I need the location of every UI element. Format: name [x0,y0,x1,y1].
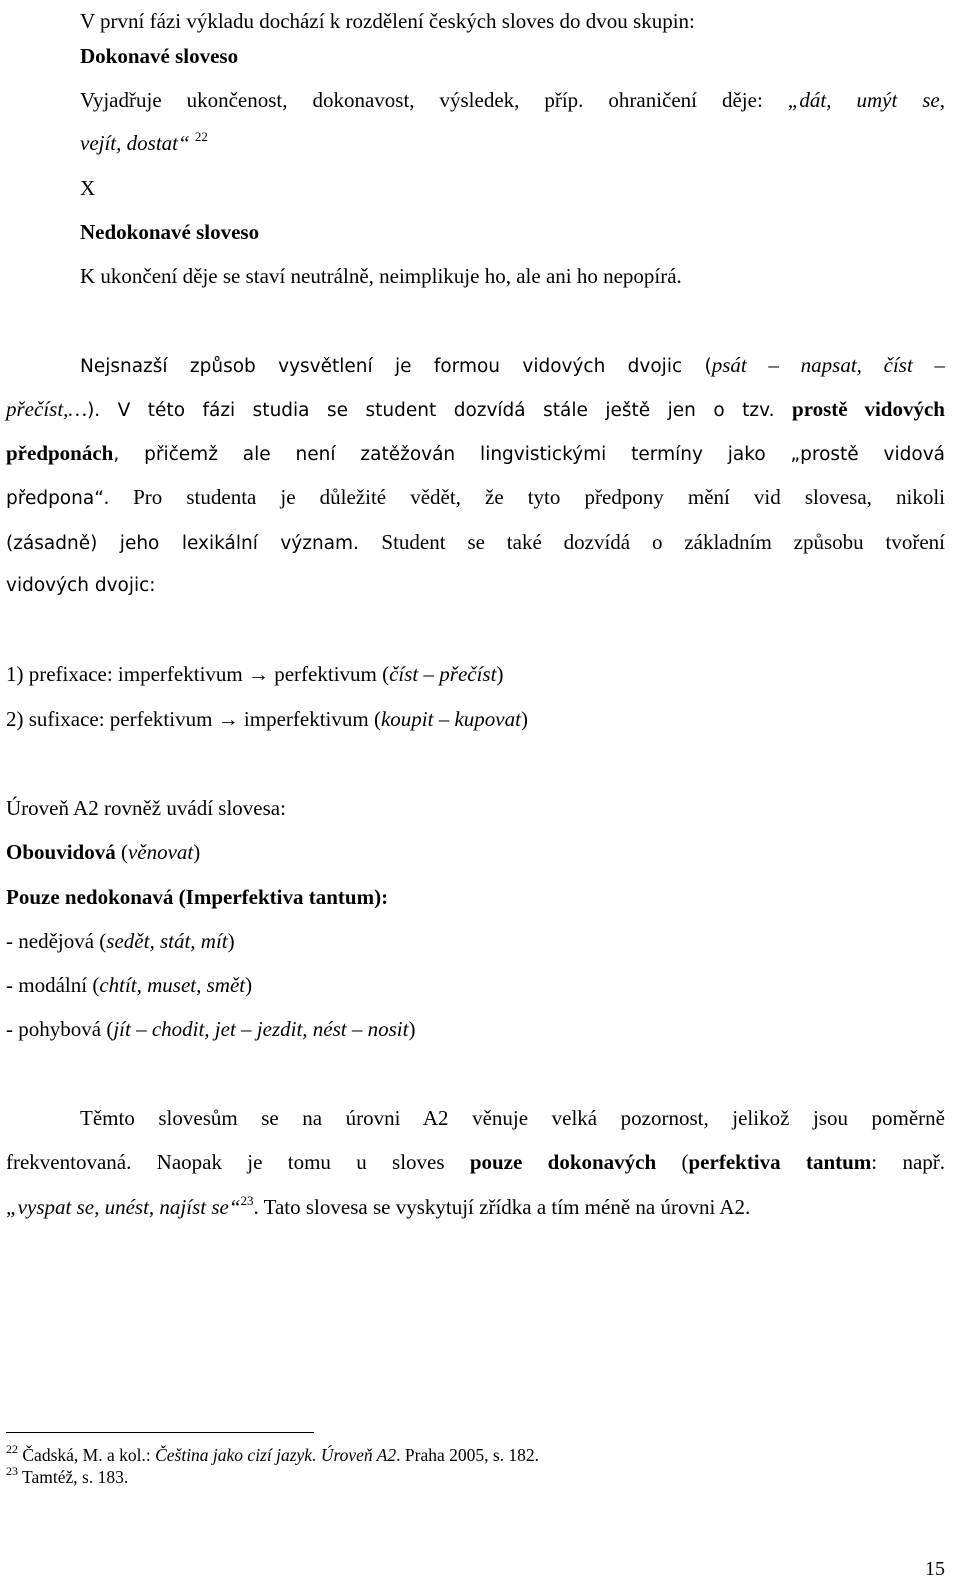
p2-l2i: přečíst,… [6,397,88,421]
a2-i2-ex: chtít, muset, smět [99,973,246,997]
footnote-22-number: 22 [6,1442,18,1456]
dokonave-heading [80,46,238,67]
nedokonave-description [80,266,682,287]
a2-i1-pre: - nedějová ( [6,929,107,953]
footnote-ref-23: 23 [240,1193,254,1208]
para2-line6 [6,577,156,596]
intro-line [80,11,695,32]
a2-item-pohybova [6,1019,415,1040]
a2-i2-post: ) [245,973,253,997]
p2-l2bold: prostě vidových [792,397,945,421]
intro-text: V první fázi výkladu dochází k rozdělení českých sloves do dvou skupin: [80,9,695,33]
para2-line3 [6,443,945,465]
a2-pouze-ned-label: Pouze nedokonavá (Imperfektiva tantum): [6,885,389,909]
list1-b-post: ) [520,707,528,731]
p2-l1i: psát – napsat, číst – [711,353,945,377]
a2-intro [6,798,286,819]
a2-ob-open: ( [115,840,128,864]
a2-item-nedejova [6,931,235,952]
p3-l2a: frekventovaná. Naopak je tomu u sloves [6,1150,470,1174]
a2-i1-post: ) [227,929,235,953]
p3-l2c: : např. [871,1150,946,1174]
fn22-b: . Praha 2005, s. 182. [396,1445,540,1465]
a2-i1-ex: sedět, stát, mít [106,929,228,953]
dok-examples-1: „dát, umýt se, [787,88,945,112]
p3-l2bold1: pouze dokonavých [469,1150,657,1174]
nedokonave-heading [80,222,259,243]
a2-i3-post: ) [408,1017,416,1041]
p2-l4a: předpona“ [6,488,104,509]
list1-a-post: ) [496,662,504,686]
para3-line2 [6,1152,945,1173]
a2-i3-ex: jít – chodit, jet – jezdit, nést – nosit [113,1017,409,1041]
footnote-divider [6,1432,314,1433]
p2-l3bold: předponách [6,441,114,465]
fn23-text: Tamtéž, s. 183. [18,1467,129,1487]
dokonave-heading-text: Dokonavé sloveso [80,44,239,68]
dokonave-examples-cont [80,129,208,155]
footnote-22 [6,1442,540,1465]
p3-l2bold2: perfektiva tantum [688,1150,872,1174]
para2-line4 [6,487,945,509]
a2-obouvidova [6,842,200,863]
footnote-ref-22: 22 [194,129,208,144]
x-marker [80,178,95,199]
para3-line1 [80,1108,945,1129]
p3-l3i: „vyspat se, unést, najíst se“ [6,1195,241,1219]
p3-l1: Těmto slovesům se na úrovni A2 věnuje velká pozornost, jelikož jsou poměrně [80,1106,945,1130]
para2-line2 [6,399,945,421]
a2-i2-pre: - modální ( [6,973,100,997]
ned-desc: K ukončení děje se staví neutrálně, neimplikuje ho, ale ani ho nepopírá. [80,264,682,288]
fn22-i: Čeština jako cizí jazyk. Úroveň A2 [155,1445,397,1465]
fn22-a: Čadská, M. a kol.: [18,1445,156,1465]
a2-item-modalni [6,975,252,996]
x-text: X [80,176,96,200]
dok-desc: Vyjadřuje ukončenost, dokonavost, výsledek, příp. ohraničení děje: [80,88,788,112]
list1-item-sufixace [6,709,528,730]
list1-item-prefixace [6,664,503,685]
nedokonave-heading-text: Nedokonavé sloveso [80,220,260,244]
p2-l1a: Nejsnazší způsob vysvětlení je formou vidových dvojic ( [80,356,712,377]
a2-i3-pre: - pohybová ( [6,1017,114,1041]
footnote-23 [6,1464,129,1487]
p3-l3rest: . Tato slovesa se vyskytují zřídka a tím méně na úrovni A2. [253,1195,751,1219]
page-number: 15 [925,1558,945,1580]
footnote-23-number: 23 [6,1464,18,1478]
p2-l4b: . Pro studenta je důležité vědět, že tyto předpony mění vid slovesa, nikoli [103,485,945,509]
para2-line1 [80,355,945,377]
dokonave-description [80,90,945,111]
p2-l3rest: , přičemž ale není zatěžován lingvistickými termíny jako „prostě vidová [113,444,945,465]
list1-b-pre: 2) sufixace: perfektivum → imperfektivum ( [6,707,381,731]
dok-examples-2: vejít, dostat“ [80,131,190,155]
p2-l5a: (zásadně) jeho lexikální význam. [6,533,382,554]
a2-obouvidova-label: Obouvidová [6,840,116,864]
a2-ob-close: ) [193,840,201,864]
list1-a-ex: číst – přečíst [389,662,497,686]
para2-line5 [6,532,945,554]
list1-a-pre: 1) prefixace: imperfektivum → perfektivum ( [6,662,390,686]
p2-l2b: ). V této fázi studia se student dozvídá stále ještě jen o tzv. [87,400,793,421]
p3-l2b: ( [656,1150,689,1174]
a2-ob-ex: věnovat [127,840,194,864]
p2-l5b: Student se také dozvídá o základním způsobu tvoření [381,530,945,554]
list1-b-ex: koupit – kupovat [380,707,521,731]
a2-intro-text: Úroveň A2 rovněž uvádí slovesa: [6,796,286,820]
para3-line3 [6,1193,751,1219]
a2-pouze-nedokonava [6,887,388,908]
p2-l6: vidových dvojic: [6,575,156,596]
